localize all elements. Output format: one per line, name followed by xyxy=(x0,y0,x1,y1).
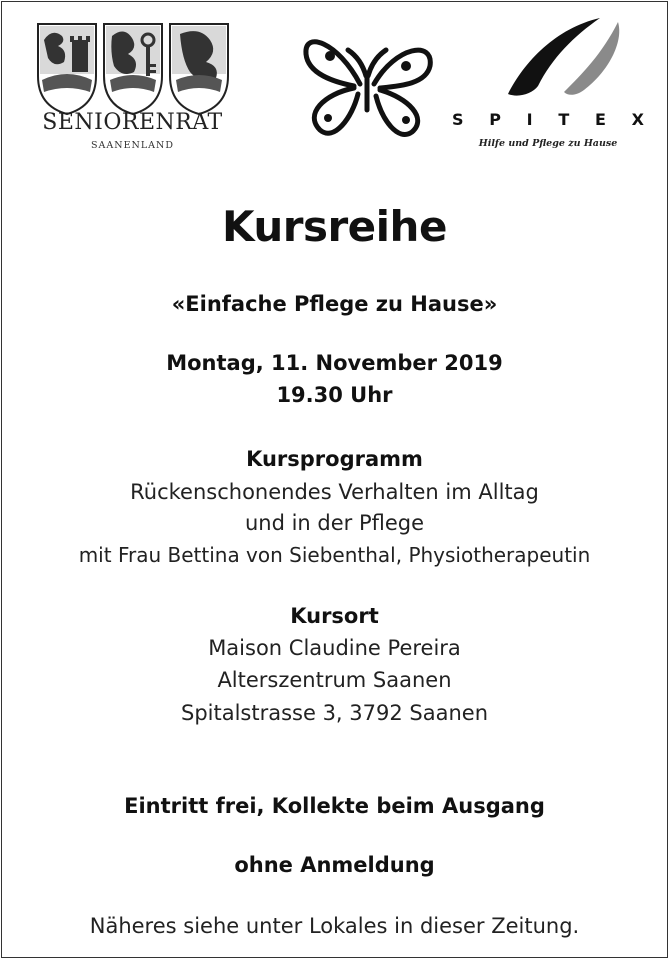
saanenland-label: SAANENLAND xyxy=(91,140,174,151)
spitex-letter: T xyxy=(558,110,570,129)
spitex-letter: E xyxy=(594,110,606,129)
course-time: 19.30 Uhr xyxy=(276,383,393,407)
program-line: mit Frau Bettina von Siebenthal, Physiotherapeutin xyxy=(78,543,591,567)
page-title: Kursreihe xyxy=(222,202,447,251)
spitex-letter: I xyxy=(526,110,533,129)
location-heading: Kursort xyxy=(290,604,379,628)
spitex-tagline: Hilfe und Pflege zu Hause xyxy=(478,138,618,149)
header-logos xyxy=(2,2,667,172)
course-subtitle: «Einfache Pflege zu Hause» xyxy=(171,292,498,316)
program-heading: Kursprogramm xyxy=(246,447,423,471)
location-line: Spitalstrasse 3, 3792 Saanen xyxy=(180,701,489,725)
registration-info: ohne Anmeldung xyxy=(234,853,435,877)
entry-info: Eintritt frei, Kollekte beim Ausgang xyxy=(124,794,545,818)
spitex-letter: P xyxy=(489,110,501,129)
course-date: Montag, 11. November 2019 xyxy=(166,351,503,375)
location-line: Alterszentrum Saanen xyxy=(217,668,452,692)
spitex-swoosh-icon xyxy=(504,14,624,98)
spitex-letter: S xyxy=(452,110,464,129)
program-line: Rückenschonendes Verhalten im Alltag xyxy=(130,480,539,504)
seniorenrat-logo xyxy=(30,20,235,160)
spitex-letter: X xyxy=(631,110,644,129)
location-line: Maison Claudine Pereira xyxy=(208,636,461,660)
footer-note: Näheres siehe unter Lokales in dieser Zeitung. xyxy=(89,914,580,938)
spitex-logo xyxy=(448,14,648,164)
advertisement-frame xyxy=(1,1,668,958)
coat-of-arms-icon xyxy=(34,20,234,116)
program-line: und in der Pflege xyxy=(244,511,425,535)
butterfly-icon xyxy=(294,26,440,146)
seniorenrat-name: SENIORENRAT xyxy=(42,110,223,135)
spitex-wordmark xyxy=(452,110,644,129)
